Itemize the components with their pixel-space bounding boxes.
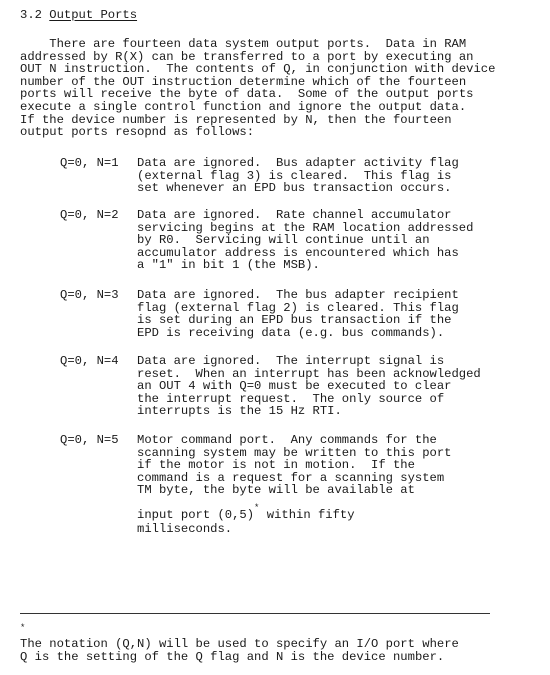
port-description (137, 157, 537, 195)
port-label: Q=0, N=1 (60, 156, 119, 170)
section-number: 3.2 (20, 8, 42, 22)
description-line: interrupts is the 15 Hz RTI. (137, 404, 342, 419)
footnote-line: The notation (Q,N) will be used to specify an I/O port where (20, 637, 459, 651)
footnote-divider (20, 613, 490, 614)
intro-line: There are fourteen data system output ports. Data in RAM (20, 37, 467, 51)
intro-line: output ports resopnd as follows: (20, 125, 255, 140)
description-line: Motor command port. Any commands for the (137, 433, 437, 447)
description-text: input port (0,5) (137, 507, 255, 522)
footnote-line: Q is the setting of the Q flag and N is the device number. (20, 649, 445, 664)
description-line: servicing begins at the RAM location addressed (137, 220, 474, 235)
port-label: Q=0, N=5 (60, 433, 119, 447)
description-line: scanning system may be written to this port (137, 445, 452, 460)
footnote-reference-marker: * (254, 502, 260, 513)
port-description (137, 434, 537, 535)
description-line: EPD is receiving data (e.g. bus commands). (137, 325, 445, 340)
port-label: Q=0, N=4 (60, 354, 119, 368)
description-line: Data are ignored. Rate channel accumulator (137, 208, 452, 222)
section-title: Output Ports (49, 8, 138, 22)
description-line: Data are ignored. The bus adapter recipient (137, 288, 459, 302)
description-text: within fifty (259, 507, 355, 522)
description-line: by R0. Servicing will continue until an (137, 233, 430, 248)
description-line: TM byte, the byte will be available at (137, 483, 415, 498)
port-label: Q=0, N=3 (60, 288, 119, 302)
description-line: set whenever an EPD bus transaction occurs. (137, 181, 452, 196)
description-line: milliseconds. (137, 521, 233, 536)
intro-line: number of the OUT instruction determine which of the fourteen (20, 74, 467, 89)
port-description (137, 209, 537, 272)
description-line: Data are ignored. The interrupt signal is (137, 354, 445, 368)
intro-line: addressed by R(X) can be transferred to a port by executing an (20, 49, 474, 64)
description-line: reset. When an interrupt has been acknowledged (137, 366, 481, 381)
footnote (20, 624, 545, 663)
description-line: flag (external flag 2) is cleared. This flag (137, 300, 459, 315)
description-line: is set during an EPD bus transaction if the (137, 313, 452, 328)
section-heading (20, 9, 137, 22)
description-line: accumulator address is encountered which has (137, 245, 459, 260)
description-line: command is a request for a scanning system (137, 470, 445, 485)
intro-paragraph (20, 38, 545, 139)
intro-line: If the device number is represented by N, then the fourteen (20, 112, 452, 127)
port-description (137, 289, 537, 339)
description-line: Data are ignored. Bus adapter activity flag (137, 156, 459, 170)
intro-line: OUT N instruction. The contents of Q, in conjunction with device (20, 62, 496, 77)
description-line: the interrupt request. The only source of (137, 391, 445, 406)
description-line: an OUT 4 with Q=0 must be executed to clear (137, 379, 452, 394)
footnote-marker: * (20, 623, 26, 633)
port-description (137, 355, 537, 418)
description-line: (external flag 3) is cleared. This flag is (137, 168, 452, 183)
description-line-with-footnote (137, 502, 537, 523)
description-line: a "1" in bit 1 (the MSB). (137, 258, 320, 273)
intro-line: ports will receive the byte of data. Some of the output ports (20, 87, 474, 102)
port-label: Q=0, N=2 (60, 208, 119, 222)
description-line: if the motor is not in motion. If the (137, 458, 415, 473)
intro-line: execute a single control function and ignore the output data. (20, 99, 467, 114)
